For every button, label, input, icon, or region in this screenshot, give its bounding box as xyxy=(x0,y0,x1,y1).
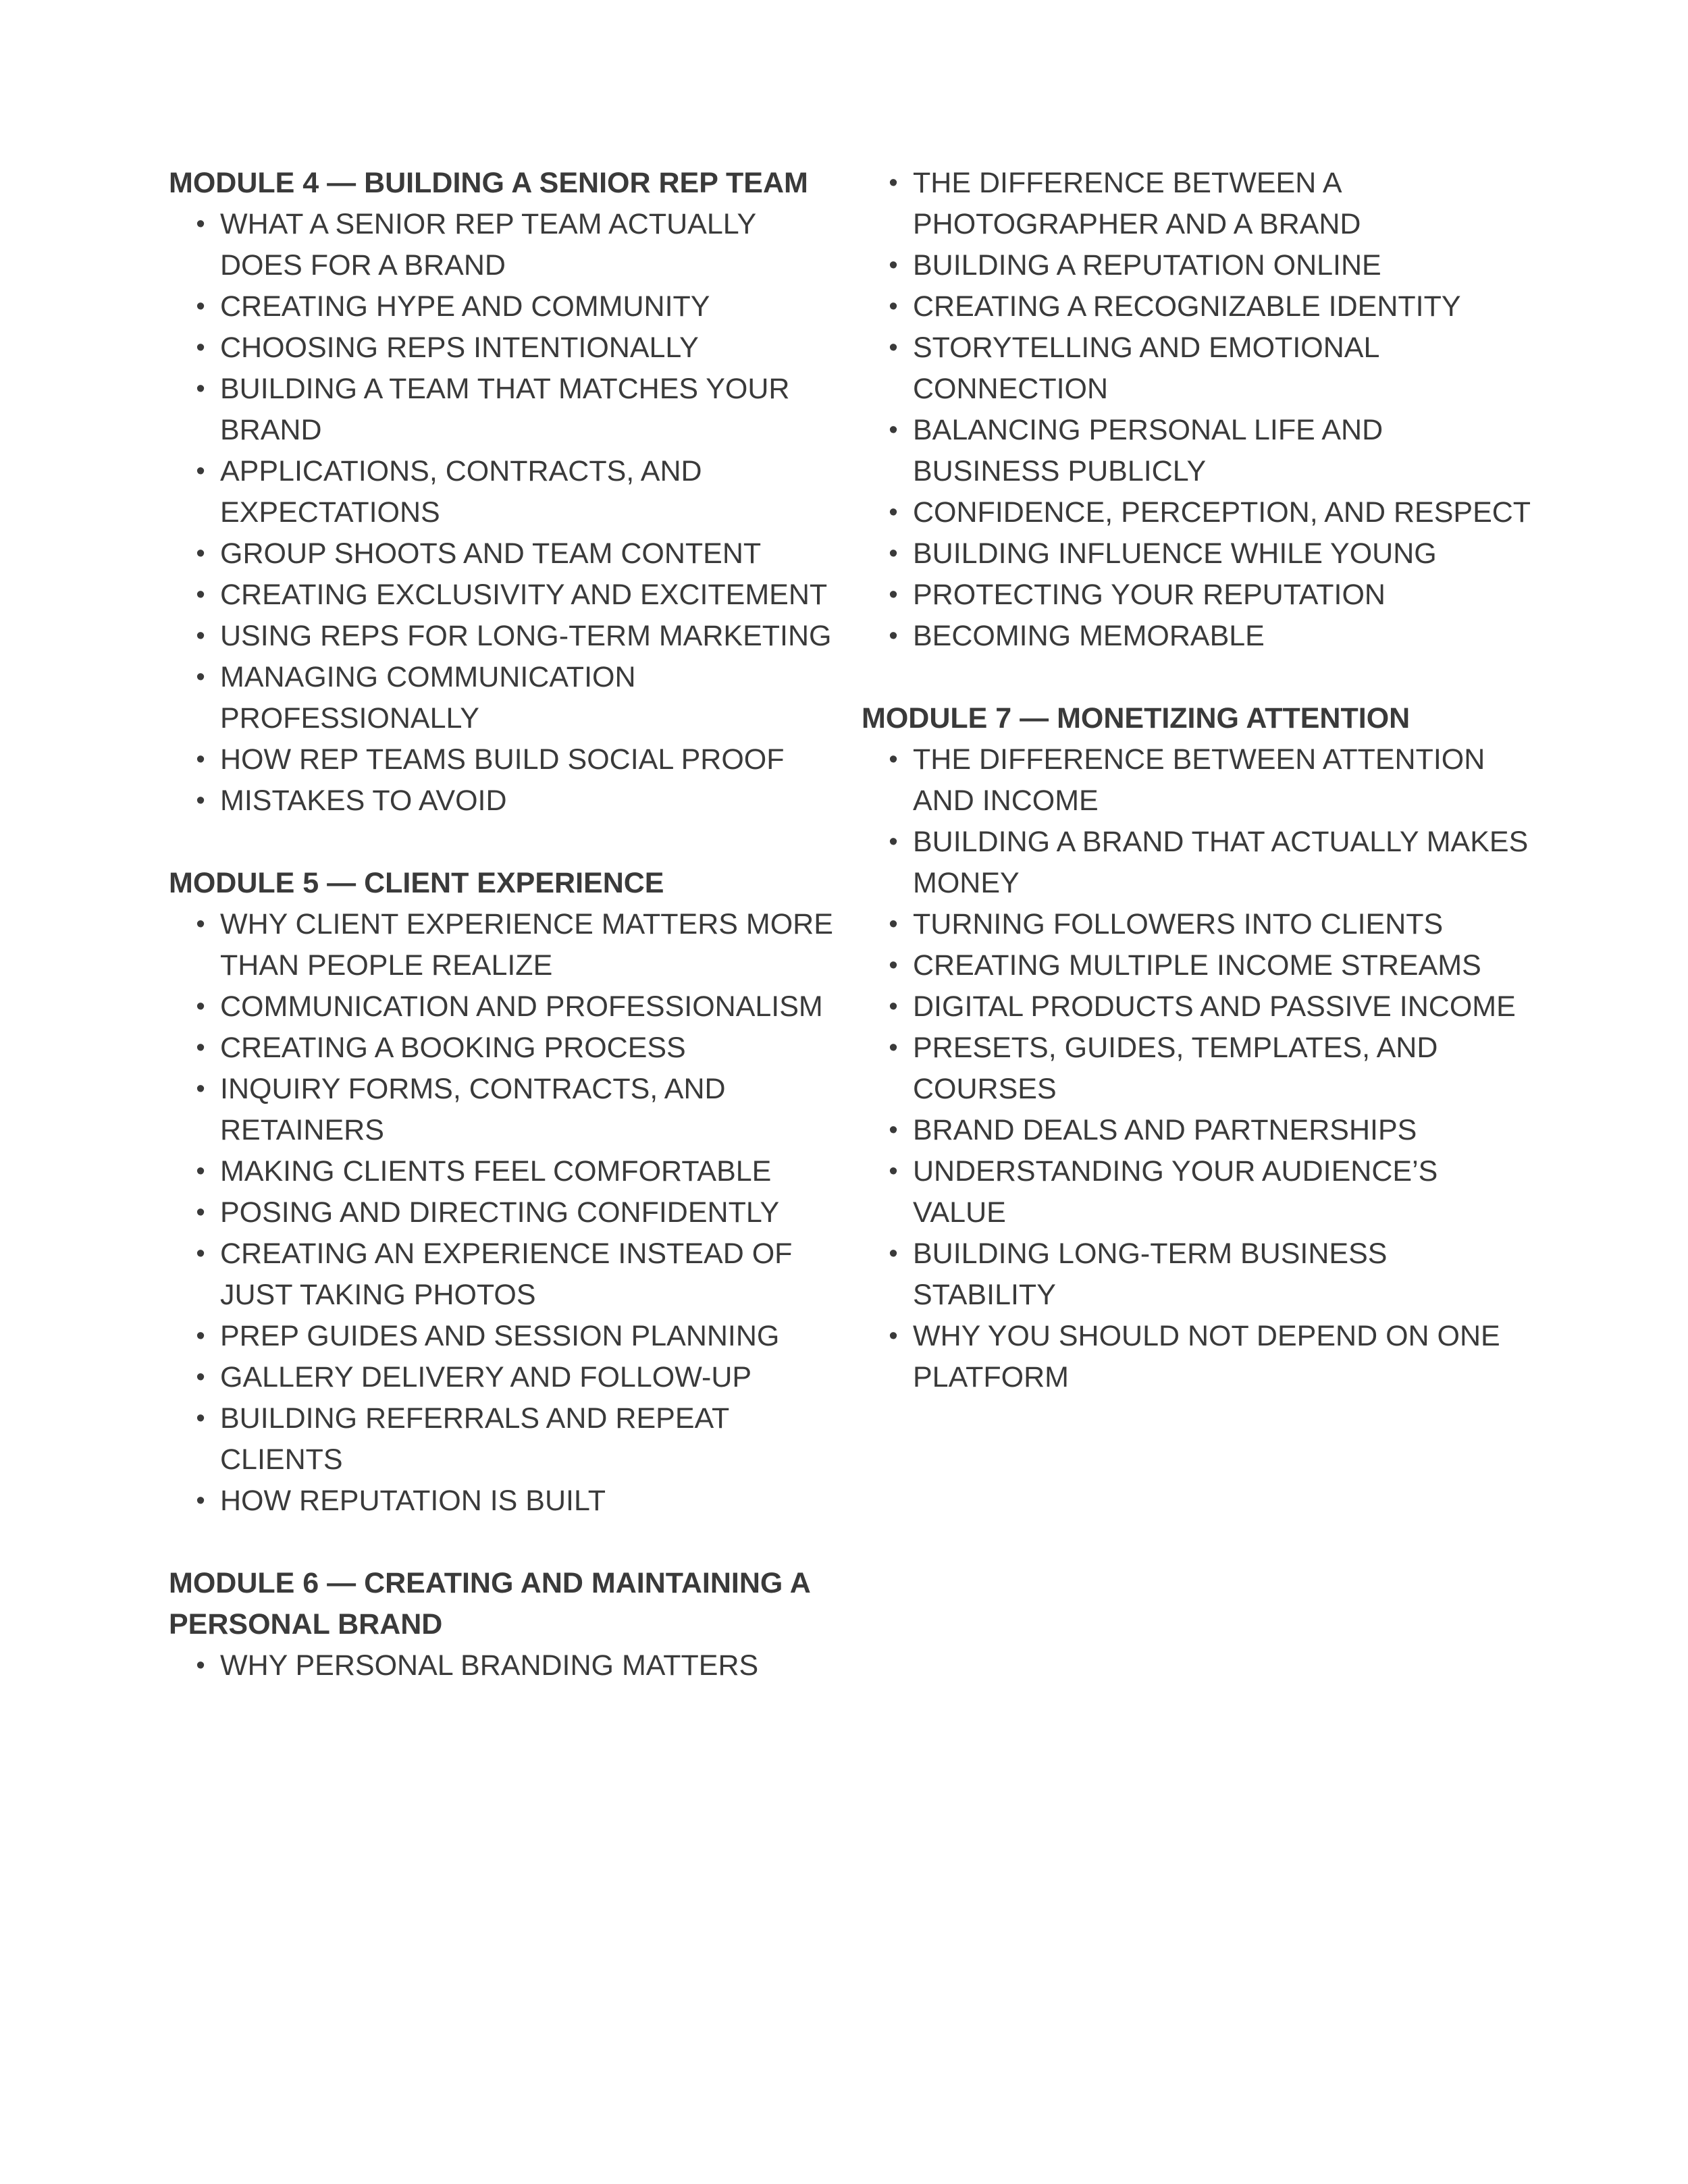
bullet-icon: • xyxy=(889,334,898,362)
module-5-list xyxy=(169,904,844,1522)
module-6-section xyxy=(169,1563,844,1686)
bullet-icon: • xyxy=(196,334,205,362)
list-item: • CREATING A RECOGNIZABLE IDENTITY xyxy=(862,286,1537,327)
module-4-section xyxy=(169,163,844,822)
module-6-continued-section xyxy=(862,163,1537,657)
list-item: • WHY PERSONAL BRANDING MATTERS xyxy=(169,1645,844,1686)
list-item: • PROTECTING YOUR REPUTATION xyxy=(862,575,1537,616)
bullet-icon: • xyxy=(196,375,205,403)
bullet-icon: • xyxy=(889,498,898,527)
bullet-icon: • xyxy=(889,992,898,1021)
bullet-icon: • xyxy=(889,169,898,197)
bullet-icon: • xyxy=(889,745,898,774)
list-item: • CREATING EXCLUSIVITY AND EXCITEMENT xyxy=(169,575,844,616)
list-item: • DIGITAL PRODUCTS AND PASSIVE INCOME xyxy=(862,986,1537,1028)
bullet-icon: • xyxy=(196,910,205,938)
bullet-icon: • xyxy=(196,292,205,321)
bullet-icon: • xyxy=(889,951,898,980)
bullet-icon: • xyxy=(889,1116,898,1144)
bullet-icon: • xyxy=(196,581,205,609)
module-6-title: MODULE 6 — CREATING AND MAINTAINING A PERSONAL BRAND xyxy=(169,1567,810,1641)
list-item: • MISTAKES TO AVOID xyxy=(169,780,844,822)
list-item: • BRAND DEALS AND PARTNERSHIPS xyxy=(862,1110,1537,1151)
list-item: • TURNING FOLLOWERS INTO CLIENTS xyxy=(862,904,1537,945)
bullet-icon: • xyxy=(196,1363,205,1391)
module-4-list xyxy=(169,204,844,822)
bullet-icon: • xyxy=(889,1157,898,1186)
list-item: • HOW REPUTATION IS BUILT xyxy=(169,1481,844,1522)
list-item: • BUILDING INFLUENCE WHILE YOUNG xyxy=(862,533,1537,575)
bullet-icon: • xyxy=(889,292,898,321)
list-item: • BUILDING REFERRALS AND REPEAT CLIENTS xyxy=(169,1398,844,1481)
list-item: • BALANCING PERSONAL LIFE AND BUSINESS PUBLICLY xyxy=(862,410,1537,492)
bullet-icon: • xyxy=(196,1487,205,1515)
list-item: • BUILDING LONG-TERM BUSINESS STABILITY xyxy=(862,1233,1537,1316)
module-7-title: MODULE 7 — MONETIZING ATTENTION xyxy=(862,702,1410,735)
bullet-icon: • xyxy=(196,745,205,774)
bullet-icon: • xyxy=(196,210,205,238)
list-item: • BUILDING A REPUTATION ONLINE xyxy=(862,245,1537,286)
bullet-icon: • xyxy=(196,457,205,485)
bullet-icon: • xyxy=(889,581,898,609)
module-6-continued-list xyxy=(862,163,1537,657)
bullet-icon: • xyxy=(196,1322,205,1350)
list-item: • GALLERY DELIVERY AND FOLLOW-UP xyxy=(169,1357,844,1398)
module-6-list xyxy=(169,1645,844,1686)
list-item: • THE DIFFERENCE BETWEEN A PHOTOGRAPHER AND A BRAND xyxy=(862,163,1537,245)
list-item: • MAKING CLIENTS FEEL COMFORTABLE xyxy=(169,1151,844,1192)
list-item: • COMMUNICATION AND PROFESSIONALISM xyxy=(169,986,844,1028)
bullet-icon: • xyxy=(196,1404,205,1433)
list-item: • WHY CLIENT EXPERIENCE MATTERS MORE THAN PEOPLE REALIZE xyxy=(169,904,844,986)
bullet-icon: • xyxy=(889,910,898,938)
list-item: • PREP GUIDES AND SESSION PLANNING xyxy=(169,1316,844,1357)
module-5-title: MODULE 5 — CLIENT EXPERIENCE xyxy=(169,867,664,899)
list-item: • CREATING MULTIPLE INCOME STREAMS xyxy=(862,945,1537,986)
list-item: • USING REPS FOR LONG-TERM MARKETING xyxy=(169,616,844,657)
list-item: • CHOOSING REPS INTENTIONALLY xyxy=(169,327,844,369)
left-column xyxy=(169,163,844,1686)
bullet-icon: • xyxy=(889,251,898,279)
bullet-icon: • xyxy=(196,1034,205,1062)
module-5-section xyxy=(169,863,844,1522)
right-column xyxy=(862,163,1537,1398)
bullet-icon: • xyxy=(889,828,898,856)
bullet-icon: • xyxy=(889,622,898,650)
list-item: • BECOMING MEMORABLE xyxy=(862,616,1537,657)
list-item: • GROUP SHOOTS AND TEAM CONTENT xyxy=(169,533,844,575)
bullet-icon: • xyxy=(889,416,898,444)
list-item: • PRESETS, GUIDES, TEMPLATES, AND COURSES xyxy=(862,1028,1537,1110)
list-item: • CREATING AN EXPERIENCE INSTEAD OF JUST TAKING PHOTOS xyxy=(169,1233,844,1316)
bullet-icon: • xyxy=(196,1157,205,1186)
list-item: • THE DIFFERENCE BETWEEN ATTENTION AND INCOME xyxy=(862,739,1537,822)
list-item: • CREATING A BOOKING PROCESS xyxy=(169,1028,844,1069)
list-item: • HOW REP TEAMS BUILD SOCIAL PROOF xyxy=(169,739,844,780)
list-item: • WHY YOU SHOULD NOT DEPEND ON ONE PLATFORM xyxy=(862,1316,1537,1398)
module-4-title: MODULE 4 — BUILDING A SENIOR REP TEAM xyxy=(169,167,808,199)
bullet-icon: • xyxy=(196,1651,205,1680)
bullet-icon: • xyxy=(889,1034,898,1062)
list-item: • BUILDING A BRAND THAT ACTUALLY MAKES MONEY xyxy=(862,822,1537,904)
bullet-icon: • xyxy=(196,1198,205,1227)
list-item: • STORYTELLING AND EMOTIONAL CONNECTION xyxy=(862,327,1537,410)
bullet-icon: • xyxy=(889,1240,898,1268)
list-item: • APPLICATIONS, CONTRACTS, AND EXPECTATIONS xyxy=(169,451,844,533)
list-item: • CREATING HYPE AND COMMUNITY xyxy=(169,286,844,327)
bullet-icon: • xyxy=(196,622,205,650)
bullet-icon: • xyxy=(196,1240,205,1268)
bullet-icon: • xyxy=(889,1322,898,1350)
list-item: • BUILDING A TEAM THAT MATCHES YOUR BRAND xyxy=(169,369,844,451)
list-item: • CONFIDENCE, PERCEPTION, AND RESPECT xyxy=(862,492,1537,533)
bullet-icon: • xyxy=(196,539,205,568)
list-item: • MANAGING COMMUNICATION PROFESSIONALLY xyxy=(169,657,844,739)
bullet-icon: • xyxy=(196,1075,205,1103)
list-item: • INQUIRY FORMS, CONTRACTS, AND RETAINERS xyxy=(169,1069,844,1151)
bullet-icon: • xyxy=(889,539,898,568)
module-7-list xyxy=(862,739,1537,1398)
bullet-icon: • xyxy=(196,787,205,815)
list-item: • POSING AND DIRECTING CONFIDENTLY xyxy=(169,1192,844,1233)
module-7-section xyxy=(862,698,1537,1398)
list-item: • UNDERSTANDING YOUR AUDIENCE’S VALUE xyxy=(862,1151,1537,1233)
bullet-icon: • xyxy=(196,663,205,691)
bullet-icon: • xyxy=(196,992,205,1021)
list-item: • WHAT A SENIOR REP TEAM ACTUALLY DOES FOR A BRAND xyxy=(169,204,844,286)
